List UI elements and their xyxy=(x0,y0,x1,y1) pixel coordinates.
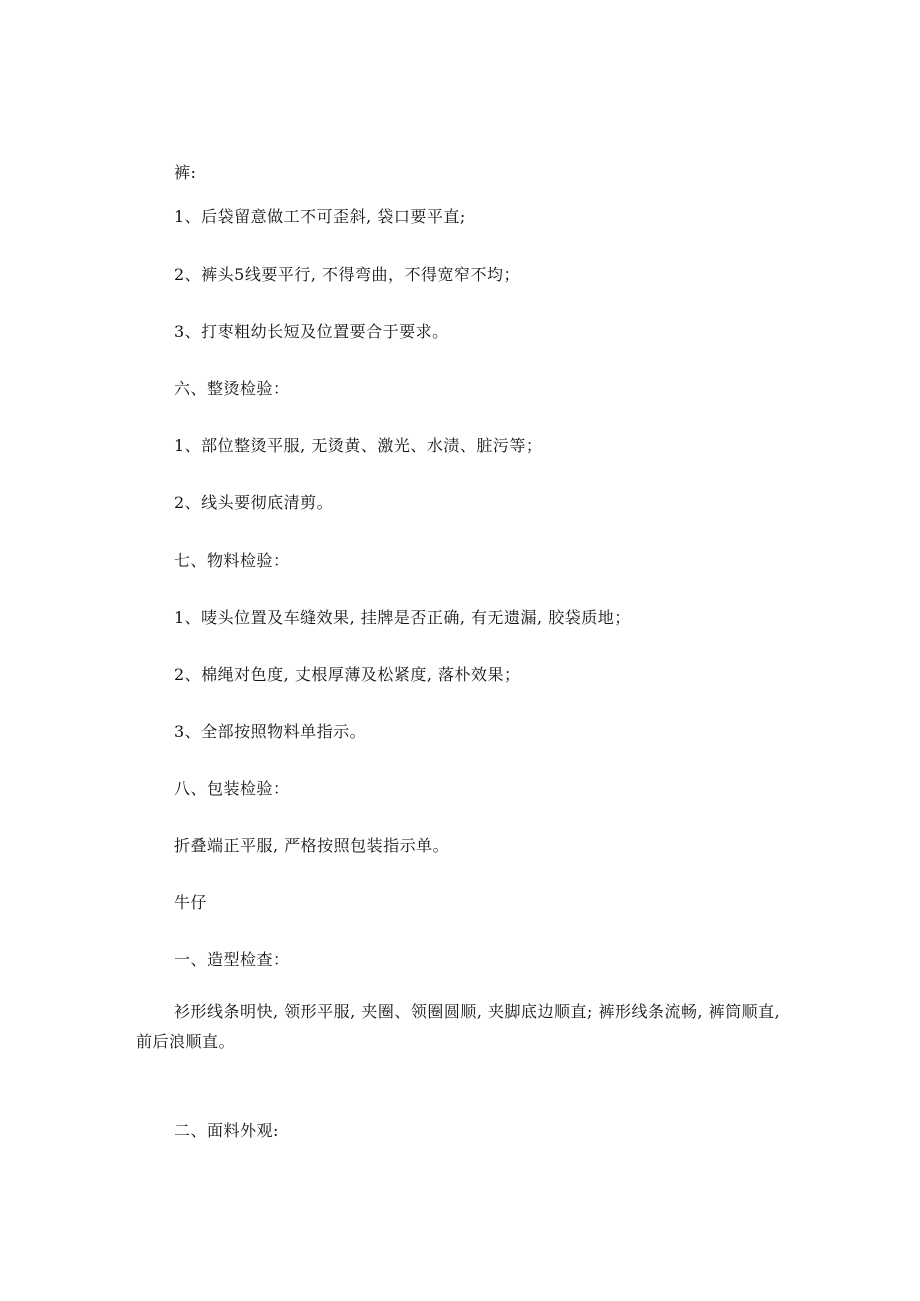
list-item: 2、裤头5线要平行, 不得弯曲，不得宽窄不均； xyxy=(174,265,521,284)
list-item: 1、唛头位置及车缝效果, 挂牌是否正确, 有无遗漏, 胶袋质地； xyxy=(174,608,631,627)
section-heading: 六、整烫检验： xyxy=(174,379,290,398)
section-heading: 一、造型检查： xyxy=(174,950,290,969)
list-item: 2、棉绳对色度, 丈根厚薄及松紧度, 落朴效果； xyxy=(174,665,521,684)
section-heading: 二、面料外观: xyxy=(174,1121,279,1140)
body-text: 折叠端正平服, 严格按照包装指示单。 xyxy=(174,836,450,855)
section-heading-pants: 裤: xyxy=(174,163,197,182)
body-paragraph: 衫形线条明快, 领形平服, 夹圈、领圈圆顺, 夹脚底边顺直; 裤形线条流畅, 裤筒顺直, 前后浪顺直。 xyxy=(136,1002,781,1051)
list-item: 1、部位整烫平服, 无烫黄、激光、水渍、脏污等； xyxy=(174,436,543,455)
section-heading: 七、物料检验： xyxy=(174,551,290,570)
list-item: 3、打枣粗幼长短及位置要合于要求。 xyxy=(174,322,449,341)
list-item: 2、线头要彻底清剪。 xyxy=(174,493,334,512)
list-item: 1、后袋留意做工不可歪斜, 袋口要平直; xyxy=(174,207,466,226)
section-title-denim: 牛仔 xyxy=(174,893,208,912)
list-item: 3、全部按照物料单指示。 xyxy=(174,722,367,741)
section-heading: 八、包装检验： xyxy=(174,779,290,798)
